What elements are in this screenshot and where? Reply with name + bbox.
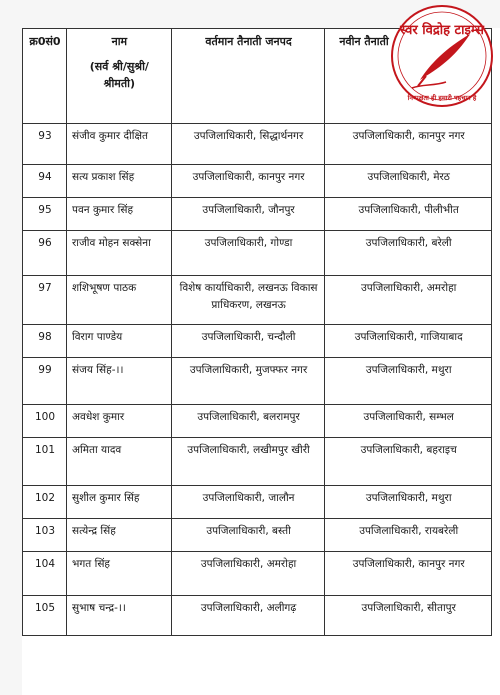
- row-name: सुशील कुमार सिंह: [66, 486, 171, 519]
- row-name: भगत सिंह: [66, 552, 171, 596]
- table-row: [23, 486, 492, 519]
- row-name: विराग पाण्डेय: [66, 325, 171, 358]
- table-row: [23, 165, 492, 198]
- row-name: संजीव कुमार दीक्षित: [66, 124, 171, 165]
- table-row: [23, 231, 492, 276]
- row-name: सत्य प्रकाश सिंह: [66, 165, 171, 198]
- row-new-posting: उपजिलाधिकारी, अमरोहा: [325, 276, 492, 325]
- row-sn: 93: [23, 124, 67, 165]
- row-new-posting: उपजिलाधिकारी, कानपुर नगर: [325, 552, 492, 596]
- row-current-posting: उपजिलाधिकारी, लखीमपुर खीरी: [171, 438, 325, 486]
- row-new-posting: उपजिलाधिकारी, कानपुर नगर: [325, 124, 492, 165]
- row-name: अमिता यादव: [66, 438, 171, 486]
- row-current-posting: उपजिलाधिकारी, जौनपुर: [171, 198, 325, 231]
- row-current-posting: उपजिलाधिकारी, जालौन: [171, 486, 325, 519]
- header-name-sub: (सर्व श्री/सुश्री/श्रीमती): [89, 60, 149, 90]
- row-sn: 97: [23, 276, 67, 325]
- row-current-posting: उपजिलाधिकारी, सिद्धार्थनगर: [171, 124, 325, 165]
- logo-title: स्वर विद्रोह टाइम्स: [400, 23, 484, 38]
- row-new-posting: उपजिलाधिकारी, बहराइच: [325, 438, 492, 486]
- row-sn: 98: [23, 325, 67, 358]
- transfer-table: [22, 28, 492, 636]
- row-new-posting: उपजिलाधिकारी, मथुरा: [325, 486, 492, 519]
- row-new-posting: उपजिलाधिकारी, रायबरेली: [325, 519, 492, 552]
- row-current-posting: उपजिलाधिकारी, कानपुर नगर: [171, 165, 325, 198]
- row-new-posting: उपजिलाधिकारी, गाजियाबाद: [325, 325, 492, 358]
- table-row: [23, 552, 492, 596]
- row-name: सुभाष चन्द्र-।।: [66, 596, 171, 636]
- row-current-posting: उपजिलाधिकारी, चन्दौली: [171, 325, 325, 358]
- row-current-posting: उपजिलाधिकारी, मुजफ्फर नगर: [171, 358, 325, 405]
- row-sn: 96: [23, 231, 67, 276]
- row-sn: 104: [23, 552, 67, 596]
- row-name: संजय सिंह-।।: [66, 358, 171, 405]
- row-current-posting: उपजिलाधिकारी, बस्ती: [171, 519, 325, 552]
- header-name-title: नाम: [111, 35, 128, 48]
- row-current-posting: विशेष कार्याधिकारी, लखनऊ विकास प्राधिकरण, लखनऊ: [171, 276, 325, 325]
- row-new-posting: उपजिलाधिकारी, सम्भल: [325, 405, 492, 438]
- row-name: राजीव मोहन सक्सेना: [66, 231, 171, 276]
- row-current-posting: उपजिलाधिकारी, अलीगढ़: [171, 596, 325, 636]
- header-name: [66, 29, 171, 124]
- row-sn: 105: [23, 596, 67, 636]
- row-sn: 103: [23, 519, 67, 552]
- row-sn: 102: [23, 486, 67, 519]
- row-new-posting: उपजिलाधिकारी, सीतापुर: [325, 596, 492, 636]
- row-current-posting: उपजिलाधिकारी, गोण्डा: [171, 231, 325, 276]
- row-sn: 100: [23, 405, 67, 438]
- header-sn: क्र0सं0: [23, 29, 67, 124]
- table-row: [23, 325, 492, 358]
- row-sn: 95: [23, 198, 67, 231]
- transfer-document: [22, 28, 500, 695]
- header-current: वर्तमान तैनाती जनपद: [171, 29, 325, 124]
- table-row: [23, 276, 492, 325]
- logo-tagline: निष्पक्षता ही हमारी पहचान है: [407, 94, 477, 102]
- row-name: सत्येन्द्र सिंह: [66, 519, 171, 552]
- table-row: [23, 519, 492, 552]
- table-row: [23, 596, 492, 636]
- table-row: [23, 438, 492, 486]
- table-row: [23, 198, 492, 231]
- row-sn: 94: [23, 165, 67, 198]
- header-new: नवीन तैनाती: [325, 29, 492, 124]
- row-name: शशिभूषण पाठक: [66, 276, 171, 325]
- row-current-posting: उपजिलाधिकारी, अमरोहा: [171, 552, 325, 596]
- row-sn: 99: [23, 358, 67, 405]
- swar-vidroh-times-logo: [390, 4, 494, 108]
- row-name: अवधेश कुमार: [66, 405, 171, 438]
- row-current-posting: उपजिलाधिकारी, बलरामपुर: [171, 405, 325, 438]
- row-sn: 101: [23, 438, 67, 486]
- row-new-posting: उपजिलाधिकारी, मेरठ: [325, 165, 492, 198]
- table-row: [23, 124, 492, 165]
- row-name: पवन कुमार सिंह: [66, 198, 171, 231]
- row-new-posting: उपजिलाधिकारी, मथुरा: [325, 358, 492, 405]
- row-new-posting: उपजिलाधिकारी, पीलीभीत: [325, 198, 492, 231]
- table-row: [23, 358, 492, 405]
- table-row: [23, 405, 492, 438]
- row-new-posting: उपजिलाधिकारी, बरेली: [325, 231, 492, 276]
